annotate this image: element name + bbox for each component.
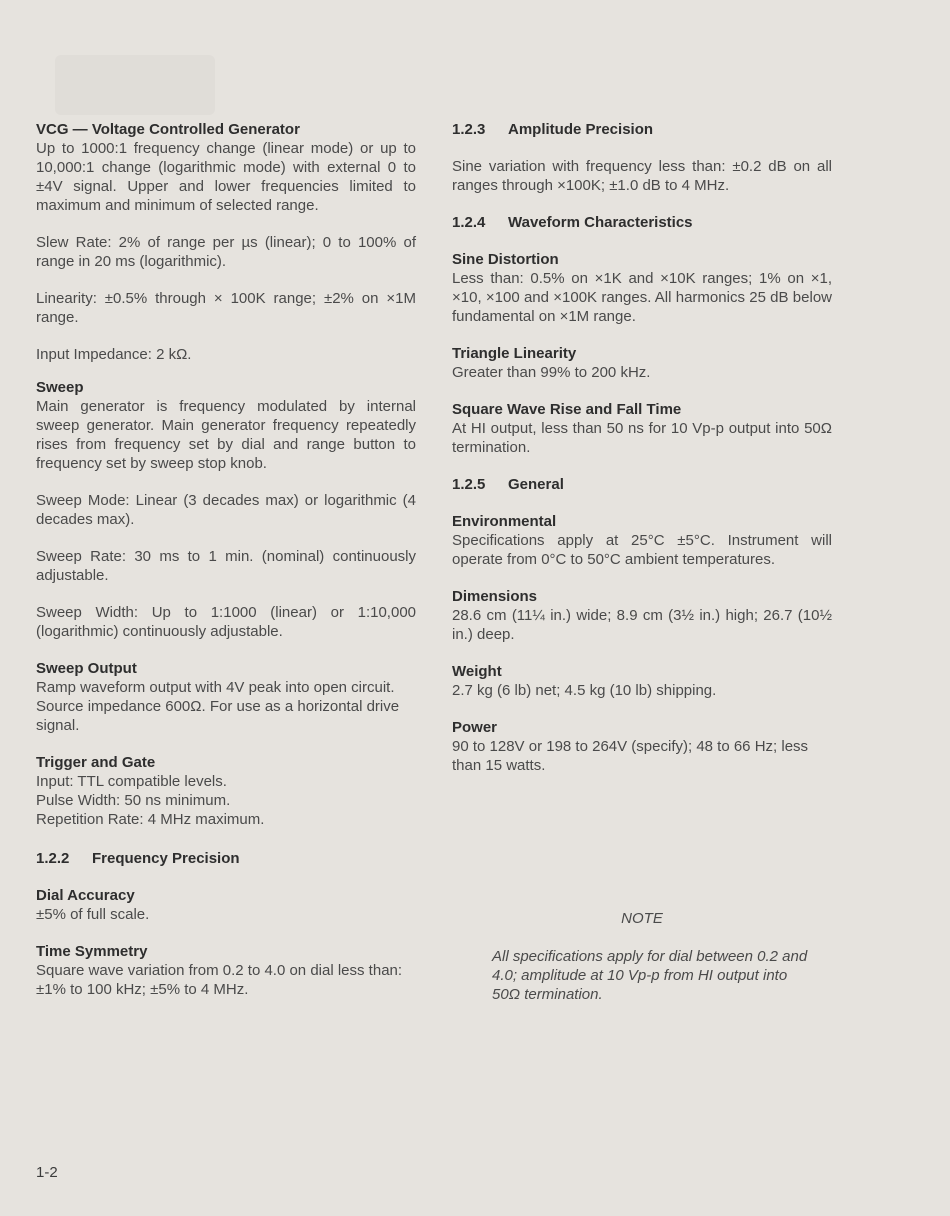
section-1-2-2-heading — [36, 849, 416, 868]
section-1-2-4-heading — [452, 213, 832, 232]
section-number: 1.2.5 — [452, 476, 486, 493]
dial-accuracy-section — [36, 886, 416, 924]
power-text: 90 to 128V or 198 to 264V (specify); 48 to 66 Hz; less than 15 watts. — [452, 738, 809, 774]
input-impedance-text: Input Impedance: 2 kΩ. — [36, 346, 192, 363]
left-column — [36, 118, 416, 999]
linearity-text: Linearity: ±0.5% through × 100K range; ±2% on ×1M range. — [36, 290, 416, 326]
section-number: 1.2.4 — [452, 214, 486, 231]
section-number: 1.2.2 — [36, 850, 70, 867]
amplitude-text: Sine variation with frequency less than: ±0.2 dB on all ranges through ×100K; ±1.0 dB to 4 MHz. — [452, 158, 832, 194]
power-section — [452, 718, 832, 775]
dimensions-heading: Dimensions — [452, 588, 538, 605]
right-column — [452, 118, 832, 775]
section-number: 1.2.3 — [452, 121, 486, 138]
trigger-input-text: Input: TTL compatible levels. — [36, 773, 227, 790]
weight-section — [452, 662, 832, 700]
dial-accuracy-heading: Dial Accuracy — [36, 887, 135, 904]
weight-text: 2.7 kg (6 lb) net; 4.5 kg (10 lb) shipping. — [452, 682, 717, 699]
note-heading: NOTE — [621, 910, 663, 927]
section-title: General — [508, 476, 564, 493]
environmental-section — [452, 512, 832, 569]
sweep-width-text: Sweep Width: Up to 1:1000 (linear) or 1:10,000 (logarithmic) continuously adjustable. — [36, 604, 416, 640]
sine-distortion-heading: Sine Distortion — [452, 251, 559, 268]
section-title: Waveform Characteristics — [508, 214, 693, 231]
sweep-section — [36, 378, 416, 473]
dial-accuracy-text: ±5% of full scale. — [36, 906, 150, 923]
sine-distortion-section — [452, 250, 832, 326]
square-wave-heading: Square Wave Rise and Fall Time — [452, 401, 682, 418]
sweep-text: Main generator is frequency modulated by internal sweep generator. Main generator frequency repeatedly rises from frequency set by dial and range button to frequency set by sweep stop knob. — [36, 398, 416, 472]
time-symmetry-section — [36, 942, 416, 999]
trigger-pulse-text: Pulse Width: 50 ns minimum. — [36, 792, 231, 809]
vcg-heading: VCG — Voltage Controlled Generator — [36, 121, 300, 138]
section-title: Amplitude Precision — [508, 121, 654, 138]
power-heading: Power — [452, 719, 498, 736]
triangle-linearity-section — [452, 344, 832, 382]
vcg-text: Up to 1000:1 frequency change (linear mode) or up to 10,000:1 change (logarithmic mode) with external 0 to ±4V signal. Upper and lower frequencies limited to maximum and minimum of selected range. — [36, 140, 416, 214]
dimensions-section — [452, 587, 832, 644]
triangle-linearity-heading: Triangle Linearity — [452, 345, 577, 362]
sweep-output-heading: Sweep Output — [36, 660, 137, 677]
time-symmetry-text: Square wave variation from 0.2 to 4.0 on dial less than: ±1% to 100 kHz; ±5% to 4 MHz. — [36, 962, 403, 998]
sweep-heading: Sweep — [36, 379, 84, 396]
sweep-output-section — [36, 659, 416, 735]
trigger-section — [36, 753, 416, 829]
slew-rate-text: Slew Rate: 2% of range per µs (linear); 0 to 100% of range in 20 ms (logarithmic). — [36, 234, 416, 270]
sweep-rate-text: Sweep Rate: 30 ms to 1 min. (nominal) continuously adjustable. — [36, 548, 416, 584]
trigger-heading: Trigger and Gate — [36, 754, 156, 771]
time-symmetry-heading: Time Symmetry — [36, 943, 148, 960]
sweep-output-text: Ramp waveform output with 4V peak into open circuit. Source impedance 600Ω. For use as a horizontal drive signal. — [36, 679, 400, 734]
weight-heading: Weight — [452, 663, 502, 680]
dimensions-text: 28.6 cm (11¼ in.) wide; 8.9 cm (3½ in.) high; 26.7 (10½ in.) deep. — [452, 607, 832, 643]
note-text: All specifications apply for dial between 0.2 and 4.0; amplitude at 10 Vp-p from HI output into 50Ω termination. — [492, 948, 808, 1003]
section-1-2-5-heading — [452, 475, 832, 494]
page-shadow-mark — [55, 55, 215, 115]
environmental-text: Specifications apply at 25°C ±5°C. Instrument will operate from 0°C to 50°C ambient temperatures. — [452, 532, 832, 568]
square-wave-text: At HI output, less than 50 ns for 10 Vp-p output into 50Ω termination. — [452, 420, 832, 456]
trigger-repetition-text: Repetition Rate: 4 MHz maximum. — [36, 811, 265, 828]
square-wave-section — [452, 400, 832, 457]
triangle-linearity-text: Greater than 99% to 200 kHz. — [452, 364, 651, 381]
section-title: Frequency Precision — [92, 850, 240, 867]
vcg-section — [36, 120, 416, 215]
environmental-heading: Environmental — [452, 513, 557, 530]
page-number: 1-2 — [36, 1164, 58, 1181]
sweep-mode-text: Sweep Mode: Linear (3 decades max) or logarithmic (4 decades max). — [36, 492, 416, 528]
sine-distortion-text: Less than: 0.5% on ×1K and ×10K ranges; 1% on ×1, ×10, ×100 and ×100K ranges. All harmonics 25 dB below fundamental on ×1M range. — [452, 270, 832, 325]
section-1-2-3-heading — [452, 120, 832, 139]
